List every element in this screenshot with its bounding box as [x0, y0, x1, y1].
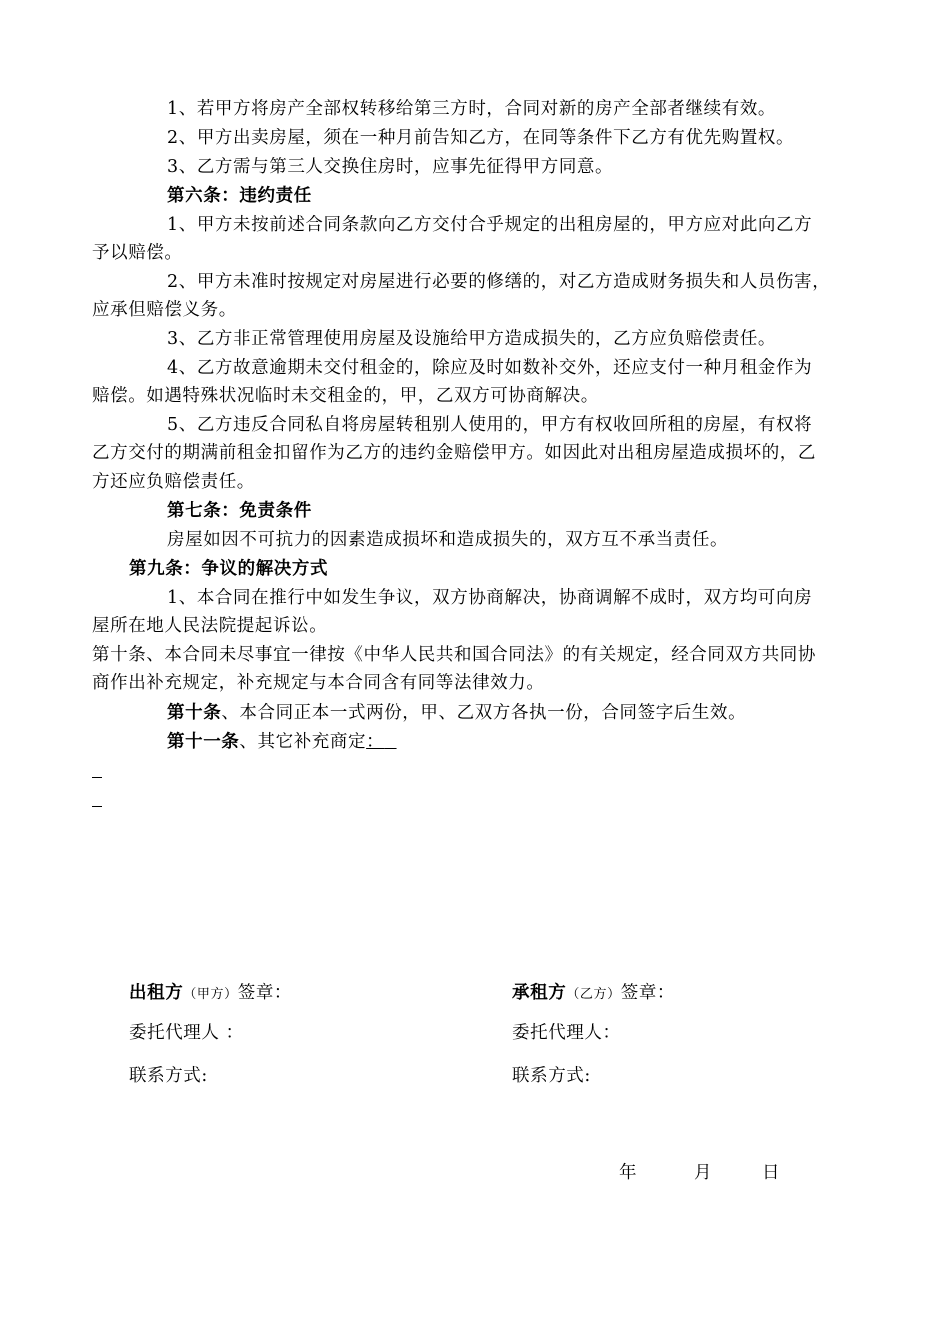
clause9-item-1-line2: 屋所在地人民法院提起诉讼。: [92, 616, 328, 636]
clause10b-text: 、本合同正本一式两份，甲、乙双方各执一份，合同签字后生效。: [221, 703, 747, 723]
clause7-heading: 第七条：免责条件: [167, 501, 312, 521]
lessee-paren: （乙方）: [566, 987, 621, 1002]
clause5-item-3: 3、乙方需与第三人交换住房时，应事先征得甲方同意。: [167, 157, 614, 177]
lessee-sign-label: 签章：: [620, 983, 676, 1003]
clause11: [167, 728, 397, 756]
lessor-agent: 委托代理人 ：: [129, 1023, 244, 1043]
clause11-blank: ：: [366, 732, 385, 752]
clause6-item-5-line2: 乙方交付的期满前租金扣留作为乙方的违约金赔偿甲方。如因此对出租房屋造成损坏的，乙: [92, 443, 816, 463]
clause11-heading: 第十一条: [167, 732, 240, 752]
lessor-label: 出租方: [129, 983, 184, 1003]
lessee-contact: 联系方式:: [512, 1066, 591, 1086]
lessor-paren: （甲方）: [183, 987, 238, 1002]
blank-line-1: [92, 777, 102, 778]
clause10b: [167, 699, 746, 727]
clause6-item-3: 3、乙方非正常管理使用房屋及设施给甲方造成损失的，乙方应负赔偿责任。: [167, 329, 777, 349]
clause6-heading: 第六条：违约责任: [167, 186, 312, 206]
clause10b-heading: 第十条: [167, 703, 222, 723]
clause6-item-1-line1: 1、甲方未按前述合同条款向乙方交付合乎规定的出租房屋的，甲方应对此向乙方: [167, 215, 813, 235]
clause6-item-2-line2: 应承但赔偿义务。: [92, 300, 237, 320]
clause9-item-1-line1: 1、本合同在推行中如发生争议，双方协商解决，协商调解不成时，双方均可向房: [167, 588, 813, 608]
clause6-item-2-line1: 2、甲方未准时按规定对房屋进行必要的修缮的，对乙方造成财务损失和人员伤害，: [167, 272, 831, 292]
clause10a-line1: 第十条、本合同未尽事宜一律按《中华人民共和国合同法》的有关规定，经合同双方共同协: [92, 645, 816, 665]
clause5-item-1: 1、若甲方将房产全部权转移给第三方时，合同对新的房产全部者继续有效。: [167, 99, 777, 119]
blank-line-2: [92, 806, 102, 807]
date-year: 年: [619, 1163, 638, 1183]
clause7-text: 房屋如因不可抗力的因素造成损坏和造成损失的，双方互不承当责任。: [167, 530, 729, 550]
clause11-text: 、其它补充商定: [239, 732, 367, 752]
clause6-item-1-line2: 予以赔偿。: [92, 243, 183, 263]
clause6-item-5-line3: 方还应负赔偿责任。: [92, 472, 255, 492]
lessee-sign-row: [512, 979, 675, 1009]
lessor-contact: 联系方式:: [129, 1066, 208, 1086]
lessor-sign-row: [129, 979, 292, 1009]
clause6-item-5-line1: 5、乙方违反合同私自将房屋转租别人使用的，甲方有权收回所租的房屋，有权将: [167, 415, 813, 435]
clause11-blank-extra: [384, 732, 396, 752]
lessee-label: 承租方: [512, 983, 567, 1003]
clause6-item-4-line1: 4、乙方故意逾期未交付租金的，除应及时如数补交外，还应支付一种月租金作为: [167, 358, 813, 378]
date-day: 日: [762, 1163, 781, 1183]
clause9-heading: 第九条：争议的解决方式: [129, 559, 329, 579]
clause6-item-4-line2: 赔偿。如遇特殊状况临时未交租金的，甲，乙双方可协商解决。: [92, 386, 599, 406]
lessor-sign-label: 签章：: [237, 983, 293, 1003]
lessee-agent: 委托代理人：: [512, 1023, 621, 1043]
clause5-item-2: 2、甲方出卖房屋，须在一种月前告知乙方，在同等条件下乙方有优先购置权。: [167, 128, 795, 148]
date-month: 月: [694, 1163, 713, 1183]
clause10a-line2: 商作出补充规定，补充规定与本合同含有同等法律效力。: [92, 673, 545, 693]
